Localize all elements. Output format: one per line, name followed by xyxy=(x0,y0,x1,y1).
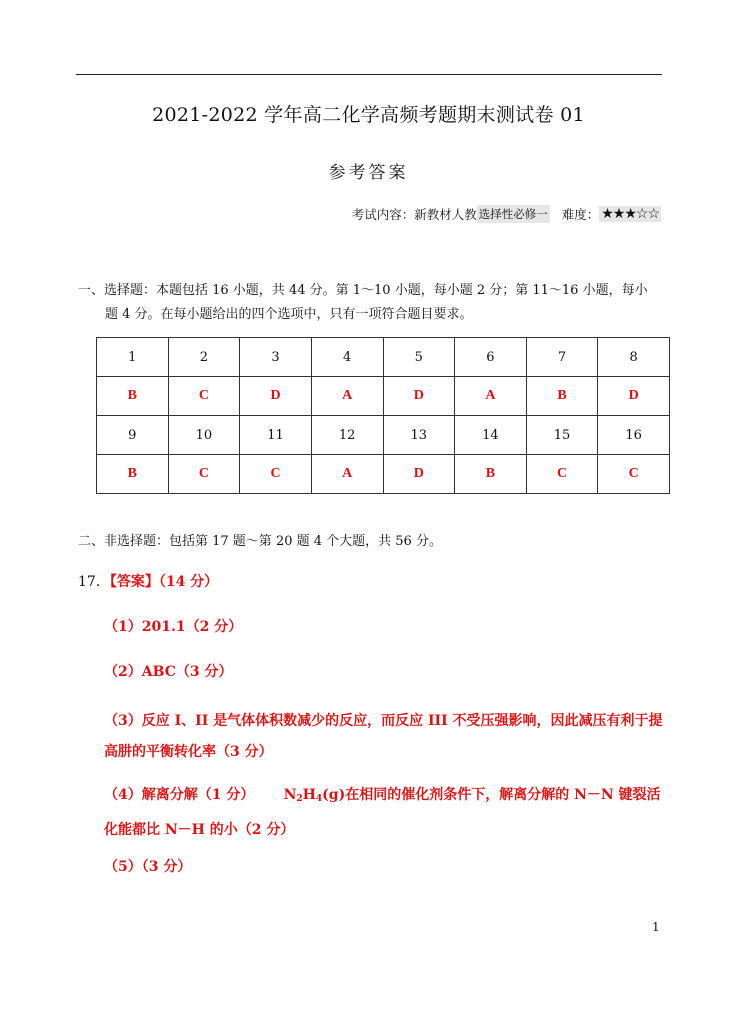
table-cell: D xyxy=(383,377,455,416)
table-cell: D xyxy=(598,377,670,416)
table-cell: C xyxy=(598,455,670,494)
formula-sub-1: 2 xyxy=(296,794,303,804)
table-cell: 11 xyxy=(240,416,312,455)
table-cell: 13 xyxy=(383,416,455,455)
table-cell: 4 xyxy=(311,338,383,377)
table-cell: 14 xyxy=(455,416,527,455)
answer-part-4 xyxy=(104,780,664,846)
table-cell: 12 xyxy=(311,416,383,455)
section-1-line-2: 题 4 分。在每小题给出的四个选项中，只有一项符合题目要求。 xyxy=(105,307,473,322)
formula-sub-2: 4 xyxy=(315,794,323,804)
section-1-line-1: 一、选择题：本题包括 16 小题，共 44 分。第 1～10 小题，每小题 2 分；第 11～16 小题，每小 xyxy=(78,283,648,298)
table-cell: B xyxy=(97,377,169,416)
table-cell: D xyxy=(383,455,455,494)
section-2-instructions: 二、非选择题：包括第 17 题～第 20 题 4 个大题，共 56 分。 xyxy=(78,534,442,549)
formula-h: H xyxy=(302,787,316,803)
page-title: 2021-2022 学年高二化学高频考题期末测试卷 01 xyxy=(152,104,585,126)
table-cell: 16 xyxy=(598,416,670,455)
formula-n: N xyxy=(283,787,297,803)
question-number: 17． xyxy=(78,574,110,590)
question-17-header xyxy=(78,571,218,591)
table-cell: C xyxy=(168,377,240,416)
table-cell: 9 xyxy=(97,416,169,455)
table-cell: 3 xyxy=(240,338,312,377)
exam-content-highlight: 选择性必修一 xyxy=(478,207,548,221)
answer-part-3: （3）反应 I、II 是气体体积数减少的反应，而反应 III 不受压强影响，因此减压有利于提高肼的平衡转化率（3 分） xyxy=(104,713,663,760)
table-cell: C xyxy=(168,455,240,494)
table-cell: C xyxy=(526,455,598,494)
table-cell: 7 xyxy=(526,338,598,377)
table-cell: 15 xyxy=(526,416,598,455)
answer-part-4-b: (g)在相同的催化剂条件下，解离分解的 N－N 键裂活化能都比 N－H 的小（2 分） xyxy=(104,787,661,838)
table-row-answers-1 xyxy=(97,377,670,416)
answer-tag: 【答案】（14 分） xyxy=(109,574,219,590)
section-1-instructions xyxy=(78,279,664,327)
table-cell: B xyxy=(455,455,527,494)
table-cell: A xyxy=(311,455,383,494)
table-cell: 1 xyxy=(97,338,169,377)
table-row-answers-2 xyxy=(97,455,670,494)
answer-part-1: （1）201.1（2 分） xyxy=(104,619,243,635)
table-row-numbers-2 xyxy=(97,416,670,455)
exam-meta xyxy=(352,205,661,223)
table-cell: C xyxy=(240,455,312,494)
table-cell: B xyxy=(97,455,169,494)
answer-table xyxy=(96,337,670,494)
table-cell: 5 xyxy=(383,338,455,377)
page-number: 1 xyxy=(652,920,660,934)
table-cell: 6 xyxy=(455,338,527,377)
table-cell: 2 xyxy=(168,338,240,377)
table-cell: A xyxy=(311,377,383,416)
table-row-numbers-1 xyxy=(97,338,670,377)
difficulty-label: 难度： xyxy=(561,207,600,222)
difficulty-stars: ★★★☆☆ xyxy=(601,206,659,222)
exam-content-label: 考试内容：新教材人教 xyxy=(351,207,477,222)
table-cell: 10 xyxy=(168,416,240,455)
page-subtitle: 参考答案 xyxy=(328,163,409,183)
table-cell: B xyxy=(526,377,598,416)
table-cell: D xyxy=(240,377,312,416)
top-rule xyxy=(76,74,662,75)
table-cell: 8 xyxy=(598,338,670,377)
answer-part-5: （5）（3 分） xyxy=(104,859,192,875)
answer-part-2: （2）ABC（3 分） xyxy=(104,664,233,680)
answer-part-4-a: （4）解离分解（1 分） xyxy=(104,787,255,803)
table-cell: A xyxy=(455,377,527,416)
